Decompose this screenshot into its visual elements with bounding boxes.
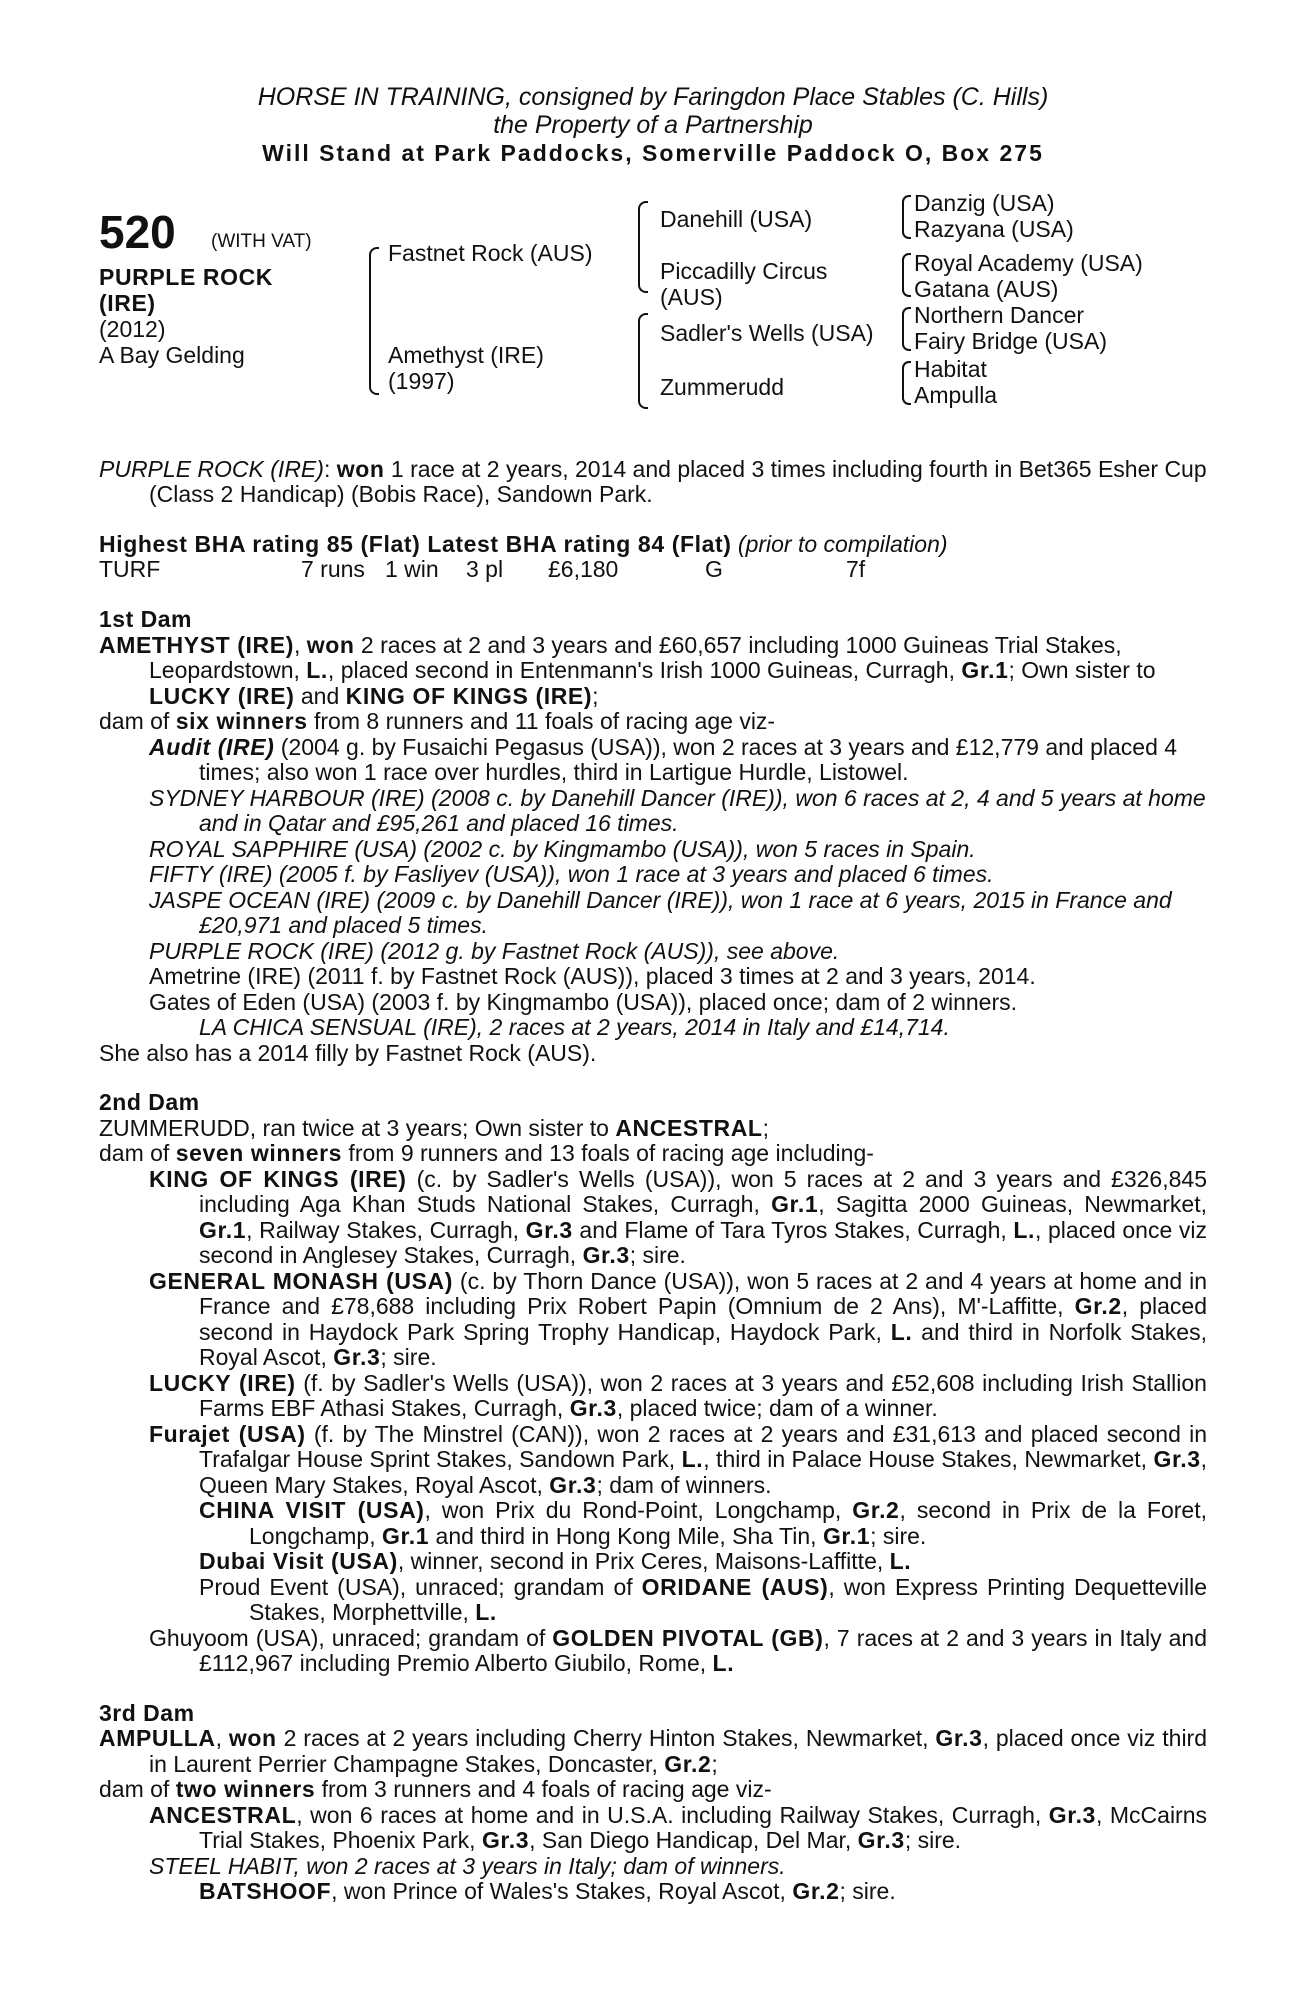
race-summary: PURPLE ROCK (IRE): won 1 race at 2 years, 2014 and placed 3 times including fourth in Bet365 Esher Cup (Class 2 Handicap) (Bobis Race), Sandown Park. [99,455,1207,507]
lot-number: 520 [99,205,176,258]
produce-item: GENERAL MONASH (USA) (c. by Thorn Dance (USA)), won 5 races at 2 and 4 years at home and in France and £78,688 including Prix Robert Papin (Omnium de 2 Ans), M'-Laffitte, Gr.2, placed second in Haydock Park Spring Trophy Handicap, Haydock Park, L. and third in Norfolk Stakes, Royal Ascot, Gr.3; sire. [149,1267,1207,1370]
produce-item: KING OF KINGS (IRE) (c. by Sadler's Wells (USA)), won 5 races at 2 and 3 years and £326,845 including Aga Khan Studs National Stakes, Curragh, Gr.1, Sagitta 2000 Guineas, Newmarket, Gr.1, Railway Stakes, Curragh, Gr.3 and Flame of Tara Tyros Stakes, Curragh, L., placed once viz second in Anglesey Stakes, Curragh, Gr.3; sire. [149,1165,1207,1268]
consignor-line: HORSE IN TRAINING, consigned by Faringdon Place Stables (C. Hills) [257,83,1049,111]
third-dam-section [99,1701,1207,1905]
gs-3: Royal Academy (USA) [914,249,1143,276]
produce-item: STEEL HABIT, won 2 races at 3 years in Italy; dam of winners. [149,1852,786,1879]
second-dam-section [99,1090,1207,1677]
race-record-row [99,557,1207,583]
produce-summary: dam of two winners from 3 runners and 4 foals of racing age viz- [99,1776,772,1802]
horse-suffix: (IRE) [99,289,156,316]
produce-item: Audit (IRE) (2004 g. by Fusaichi Pegasus (USA)), won 2 races at 3 years and £12,779 and placed 4 times; also won 1 race over hurdles, third in Lartigue Hurdle, Listowel. [149,733,1178,785]
produce-item: Gates of Eden (USA) (2003 f. by Kingmambo (USA)), placed once; dam of 2 winners. [149,988,1018,1015]
dam-sire: Sadler's Wells (USA) [660,319,874,346]
produce-item: ROYAL SAPPHIRE (USA) (2002 c. by Kingmambo (USA)), won 5 races in Spain. [149,835,976,862]
grandproduce-item: BATSHOOF, won Prince of Wales's Stakes, Royal Ascot, Gr.2; sire. [199,1878,896,1904]
dam-entry: AMPULLA, won 2 races at 2 years including Cherry Hinton Stakes, Newmarket, Gr.3, placed once viz third in Laurent Perrier Champagne Stakes, Doncaster, Gr.2; [99,1725,1207,1777]
gs-5: Northern Dancer [914,301,1085,328]
property-line: the Property of a Partnership [493,111,813,139]
vat-label: (WITH VAT) [211,230,312,252]
dam-line-brace [638,313,648,409]
brace-4 [902,361,911,405]
produce-item: Ametrine (IRE) (2011 f. by Fastnet Rock (AUS)), placed 3 times at 2 and 3 years, 2014. [149,963,1036,989]
produce-item: JASPE OCEAN (IRE) (2009 c. by Danehill Dancer (IRE)), won 1 race at 6 years, 2015 in France and £20,971 and placed 5 times. [149,886,1172,938]
foal-note: She also has a 2014 filly by Fastnet Rock (AUS). [99,1039,597,1066]
grandproduce-item: Proud Event (USA), unraced; grandam of ORIDANE (AUS), won Express Printing Dequetteville Stakes, Morphettville, L. [199,1573,1207,1625]
produce-item: Ghuyoom (USA), unraced; grandam of GOLDEN PIVOTAL (GB), 7 races at 2 and 3 years in Italy and £112,967 including Premio Alberto Giubilo, Rome, L. [149,1624,1207,1676]
sire-line-brace [638,201,648,293]
produce-item: PURPLE ROCK (IRE) (2012 g. by Fastnet Rock (AUS)), see above. [149,937,840,964]
pedigree-table [99,189,1207,433]
produce-item: FIFTY (IRE) (2005 f. by Fasliyev (USA)), won 1 race at 3 years and placed 6 times. [149,861,994,887]
runs: 7 runs [301,556,365,582]
stand-line: Will Stand at Park Paddocks, Somerville Paddock O, Box 275 [262,140,1044,166]
gs-8: Ampulla [914,381,998,408]
gs-4: Gatana (AUS) [914,275,1059,302]
brace-3 [902,307,911,351]
gs-2: Razyana (USA) [914,215,1074,242]
rating-note: (prior to compilation) [731,530,948,557]
horse-name: PURPLE ROCK [99,263,274,290]
catalogue-page [99,83,1207,1905]
produce-item: LUCKY (IRE) (f. by Sadler's Wells (USA)), won 2 races at 3 years and £52,608 including Irish Stallion Farms EBF Athasi Stakes, Curragh, Gr.3, placed twice; dam of a winner. [149,1369,1207,1421]
sire-brace [369,247,379,395]
dam-dam: Zummerudd [660,373,784,400]
gs-1: Danzig (USA) [914,189,1055,216]
rating-block [99,532,1207,584]
dam-year: (1997) [388,367,455,394]
sire: Fastnet Rock (AUS) [388,239,593,266]
sire-dam: Piccadilly Circus [660,257,828,284]
dam-entry: AMETHYST (IRE), won 2 races at 2 and 3 years and £60,657 including 1000 Guineas Trial Stakes, Leopardstown, L., placed second in Entenmann's Irish 1000 Guineas, Curragh, Gr.1; Own sister to LUCKY (IRE) and KING OF KINGS (IRE); [99,631,1156,709]
produce-summary: dam of seven winners from 9 runners and 13 foals of racing age including- [99,1140,874,1166]
produce-summary: dam of six winners from 8 runners and 11 foals of racing age viz- [99,708,776,734]
gs-6: Fairy Bridge (USA) [914,327,1107,354]
foaling-year: (2012) [99,315,166,342]
placings: 3 pl [466,556,504,582]
dam: Amethyst (IRE) [388,341,544,368]
prize-money: £6,180 [548,556,619,582]
section-heading: 1st Dam [99,606,192,632]
wins: 1 win [385,556,439,582]
first-dam-section [99,607,1207,1066]
surface: TURF [99,556,161,582]
sire-dam-suffix: (AUS) [660,283,723,310]
grandproduce-item: CHINA VISIT (USA), won Prix du Rond-Point, Longchamp, Gr.2, second in Prix de la Foret, Longchamp, Gr.1 and third in Hong Kong Mile, Sha Tin, Gr.1; sire. [199,1497,1207,1549]
produce-item: Furajet (USA) (f. by The Minstrel (CAN)), won 2 races at 2 years and £31,613 and placed second in Trafalgar House Sprint Stakes, Sandown Park, L., third in Palace House Stakes, Newmarket, Gr.3, Queen Mary Stakes, Royal Ascot, Gr.3; dam of winners. [149,1420,1207,1498]
produce-item: SYDNEY HARBOUR (IRE) (2008 c. by Danehill Dancer (IRE)), won 6 races at 2, 4 and 5 years at home and in Qatar and £95,261 and placed 16 times. [149,784,1206,836]
produce-item: ANCESTRAL, won 6 races at home and in U.S.A. including Railway Stakes, Curragh, Gr.3, McCairns Trial Stakes, Phoenix Park, Gr.3, San Diego Handicap, Del Mar, Gr.3; sire. [149,1801,1208,1853]
section-heading: 2nd Dam [99,1089,200,1115]
brace-1 [902,195,911,239]
grandproduce-item: LA CHICA SENSUAL (IRE), 2 races at 2 years, 2014 in Italy and £14,714. [199,1014,950,1040]
sire-sire: Danehill (USA) [660,205,813,232]
section-heading: 3rd Dam [99,1699,195,1726]
bha-rating: Highest BHA rating 85 (Flat) Latest BHA rating 84 (Flat) [99,530,732,557]
distance: 7f [846,556,866,582]
gs-7: Habitat [914,355,987,382]
horse-description: A Bay Gelding [99,341,245,368]
grandproduce-item: Dubai Visit (USA), winner, second in Prix Ceres, Maisons-Laffitte, L. [199,1548,912,1574]
dam-entry: ZUMMERUDD, ran twice at 3 years; Own sister to ANCESTRAL; [99,1114,769,1141]
brace-2 [902,253,911,297]
going: G [705,556,723,582]
